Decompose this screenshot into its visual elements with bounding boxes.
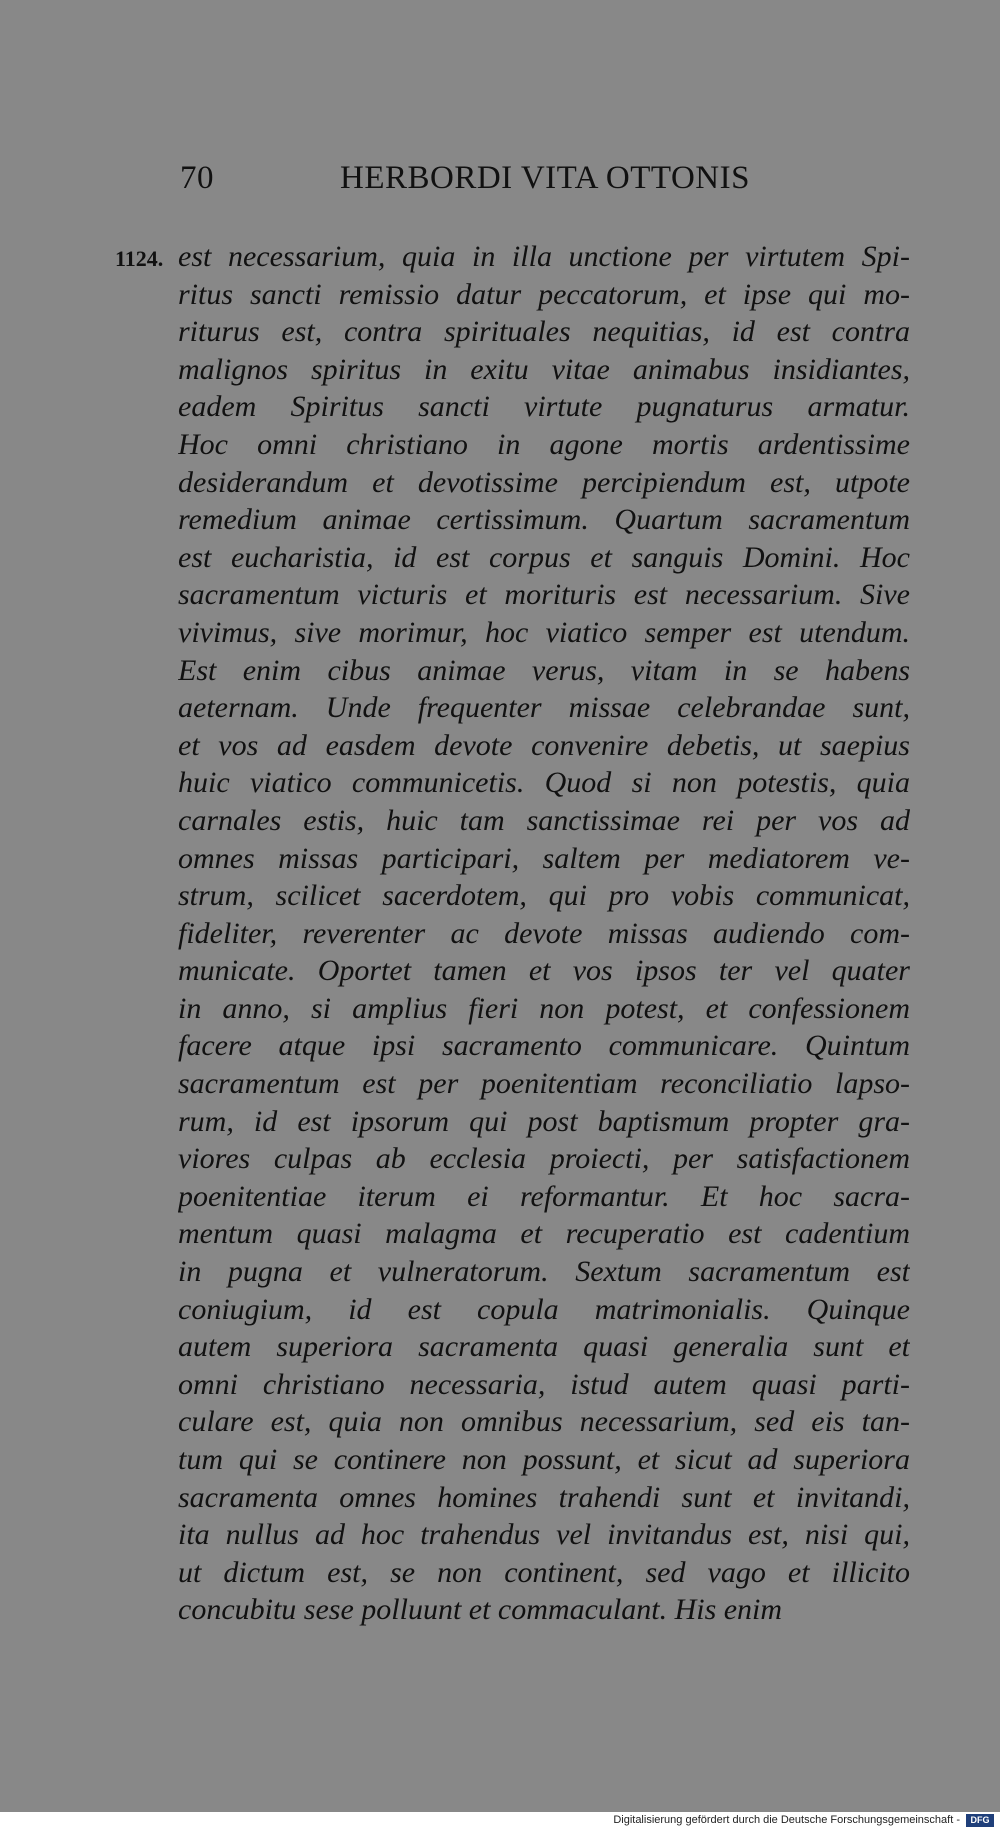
text-line: facere atque ipsi sacramento communicare. Quintum [178,1029,910,1063]
text-line: autem superiora sacramenta quasi generalia sunt et [178,1330,910,1364]
text-line: culare est, quia non omnibus necessarium, sed eis tan- [178,1405,910,1439]
text-line: vivimus, sive morimur, hoc viatico semper est utendum. [178,615,910,649]
text-line: sacramentum victuris et morituris est necessarium. Sive [178,578,910,612]
text-line: eadem Spiritus sancti virtute pugnaturus armatur. [178,390,910,424]
text-line: fideliter, reverenter ac devote missas audiendo com- [178,916,910,950]
text-line: tum qui se continere non possunt, et sicut ad superiora [178,1443,910,1476]
page-header [180,160,750,210]
text-line: Hoc omni christiano in agone mortis ardentissime [178,427,910,461]
text-line: municate. Oportet tamen et vos ipsos ter vel quater [178,954,910,988]
footer-bar [0,1812,1000,1830]
running-title: HERBORDI VITA OTTONIS [340,160,750,196]
text-line: huic viatico communicetis. Quod si non potestis, quia [178,766,910,800]
dfg-logo: DFG [966,1814,994,1827]
margin-year-note: 1124. [115,246,164,271]
text-line: coniugium, id est copula matrimonialis. Quinque [178,1292,910,1326]
text-line: malignos spiritus in exitu vitae animabus insidiantes, [178,352,910,386]
text-line: aeternam. Unde frequenter missae celebrandae sunt, [178,691,910,725]
footer-credit: Digitalisierung gefördert durch die Deutsche Forschungsgemeinschaft - [613,1814,960,1826]
text-line: ritus sancti remissio datur peccatorum, et ipse qui mo- [178,277,910,311]
text-line: est necessarium, quia in illa unctione per virtutem Spi- [178,240,910,273]
text-line: et vos ad easdem devote convenire debetis, ut saepius [178,728,910,762]
text-line: in anno, si amplius fieri non potest, et confessionem [178,991,910,1025]
text-line: ut dictum est, se non continent, sed vago et illicito [178,1555,910,1589]
text-line: ita nullus ad hoc trahendus vel invitandus est, nisi qui, [178,1518,910,1552]
text-line: Est enim cibus animae verus, vitam in se habens [178,653,910,687]
text-line: rum, id est ipsorum qui post baptismum propter gra- [178,1104,910,1138]
text-line: strum, scilicet sacerdotem, qui pro vobis communicat, [178,879,910,913]
text-line: omnes missas participari, saltem per mediatorem ve- [178,841,910,875]
text-line: omni christiano necessaria, istud autem quasi parti- [178,1367,910,1401]
text-line: concubitu sese polluunt et commaculant. His enim [178,1593,783,1627]
text-line: carnales estis, huic tam sanctissimae rei per vos ad [178,803,910,837]
text-line: est eucharistia, id est corpus et sanguis Domini. Hoc [178,540,910,574]
text-line: sacramentum est per poenitentiam reconciliatio lapso- [178,1067,910,1101]
text-line: remedium animae certissimum. Quartum sacramentum [178,503,910,537]
text-line: sacramenta omnes homines trahendi sunt et invitandi, [178,1480,910,1514]
text-line: viores culpas ab ecclesia proiecti, per satisfactionem [178,1142,910,1176]
page-number: 70 [180,160,214,196]
text-line: desiderandum et devotissime percipiendum est, utpote [178,465,910,499]
body-text [178,238,910,1629]
text-line: in pugna et vulneratorum. Sextum sacramentum est [178,1255,910,1289]
text-line: poenitentiae iterum ei reformantur. Et hoc sacra- [178,1179,910,1213]
text-line: mentum quasi malagma et recuperatio est cadentium [178,1217,910,1251]
text-line: riturus est, contra spirituales nequitias, id est contra [178,315,910,349]
